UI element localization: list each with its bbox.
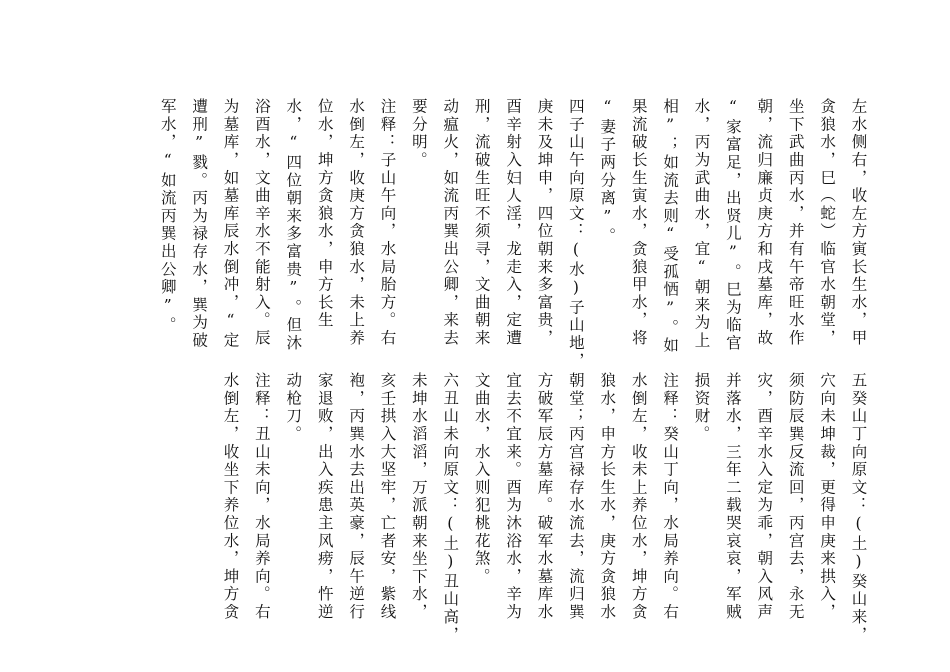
text-column: “家富足，出贤儿”。巳为临官	[723, 98, 742, 353]
text-column: 注释：子山午向，水局胎方。右	[378, 98, 397, 348]
text-column: 穴向未坤裁，更得申庚来拱入，	[818, 372, 837, 622]
text-column: 家退败，出入疾患主风痨，忤逆	[315, 372, 334, 622]
text-column: 文曲水，水入则犯桃花煞。	[472, 372, 491, 586]
text-column: 动瘟火，如流丙巽出公卿，来去	[441, 98, 460, 348]
text-column: 朝堂；丙宫禄存水流去，流归巽	[566, 372, 585, 622]
text-column: 宜去不宜来。酉为沐浴水，辛为	[504, 372, 523, 622]
text-column: 为墓库，如墓库辰水倒冲，“定	[221, 98, 240, 350]
text-column: 狼水，申方长生水，庚方贪狼水	[598, 372, 617, 622]
text-column: 要分明。	[409, 98, 428, 170]
text-column: 庚未及坤申，四位朝来多富贵，	[535, 98, 554, 348]
text-column: 须防辰巽反流回，丙宫去，永无	[786, 372, 805, 622]
text-column: “妻子两分离”。	[598, 98, 617, 246]
text-column: 相”；如流去则“受孤恓”。如	[661, 98, 680, 355]
text-column: 注释：癸山丁向，水局养向。右	[661, 372, 680, 622]
text-column: 军水，“如流丙巽出公卿”。	[158, 98, 177, 335]
text-column: 方破军辰方墓库。破军水墓库水	[535, 372, 554, 622]
text-column: 注释：丑山未向，水局养向。右	[252, 372, 271, 622]
text-column: 四子山午向原文：(水)子山地，	[566, 98, 585, 370]
text-column: 贪狼水，巳（蛇）临官水朝堂，	[818, 98, 837, 348]
text-column: 未坤水滔滔，万派朝来坐下水，	[409, 372, 428, 622]
text-column: 遭刑”戮。丙为禄存水，巽为破	[190, 98, 209, 350]
text-column: 刑，流破生旺不须寻，文曲朝来	[472, 98, 491, 348]
text-column: 袍，丙巽水去出英豪，辰午逆行	[347, 372, 366, 622]
text-column: 五癸山丁向原文：(土)癸山来，	[849, 372, 868, 644]
text-column: 损资财。	[692, 372, 711, 444]
text-column: 灾，酉辛水入定为乖，朝入风声	[755, 372, 774, 622]
text-column: 动枪刀。	[284, 372, 303, 444]
text-column: 六丑山未向原文：(土)丑山高，	[441, 372, 460, 644]
text-column: 位水，坤方贪狼水，申方长生	[315, 98, 334, 330]
text-column: 浴酉水，文曲辛水不能射入。辰	[252, 98, 271, 348]
text-column: 水，丙为武曲水，宜“朝来为上	[692, 98, 711, 350]
text-column: 酉辛射入妇人淫，龙走入，定遭	[504, 98, 523, 348]
text-column: 左水侧右，收左方寅长生水，甲	[849, 98, 868, 348]
text-column: 果流破长生寅水，贪狼甲水，将	[629, 98, 648, 348]
text-column: 水倒左，收坐下养位水，坤方贪	[221, 372, 240, 622]
text-column: 水倒左，收未上养位水，坤方贪	[629, 372, 648, 622]
text-column: 水倒左，收庚方贪狼水，未上养	[347, 98, 366, 348]
text-column: 水，“四位朝来多富贵”。但沐	[284, 98, 303, 353]
text-column: 并落水，三年二载哭哀哀，军贼	[723, 372, 742, 622]
text-column: 亥壬拱入大坚牢，亡者安，紫线	[378, 372, 397, 622]
text-column: 坐下武曲丙水，并有午帝旺水作	[786, 98, 805, 348]
text-column: 朝，流归廉贞庚方和戌墓库，故	[755, 98, 774, 348]
